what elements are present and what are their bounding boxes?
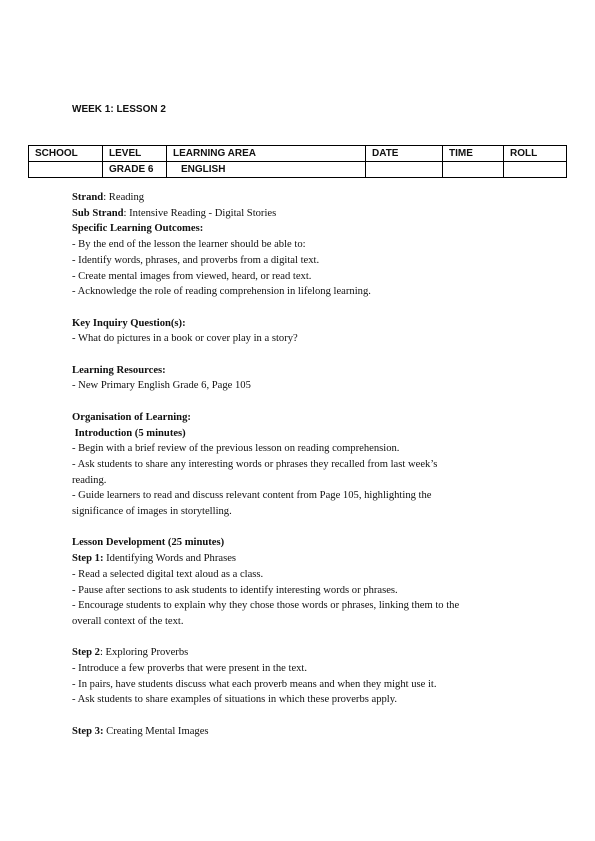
lesson-title: WEEK 1: LESSON 2 xyxy=(72,104,166,115)
table-row xyxy=(29,162,567,178)
sub-strand-value: : Intensive Reading - Digital Stories xyxy=(123,207,277,219)
header-school: SCHOOL xyxy=(29,146,103,162)
lesson-content xyxy=(72,190,532,740)
list-item: - Acknowledge the role of reading comprehension in lifelong learning. xyxy=(72,286,371,298)
header-time: TIME xyxy=(443,146,504,162)
list-item: - Ask students to share any interesting words or phrases they recalled from last week’s xyxy=(72,458,438,470)
step-3-line xyxy=(72,724,532,740)
list-item: - Ask students to share examples of situations in which these proverbs apply. xyxy=(72,694,398,706)
development-heading: Lesson Development (25 minutes) xyxy=(72,537,225,549)
cell-school xyxy=(29,162,103,178)
step-3-label: Step 3: xyxy=(72,725,104,737)
list-item: - By the end of the lesson the learner should be able to: xyxy=(72,239,306,251)
table-header-row xyxy=(29,146,567,162)
outcomes-heading: Specific Learning Outcomes: xyxy=(72,223,204,235)
header-level: LEVEL xyxy=(103,146,167,162)
list-item: overall context of the text. xyxy=(72,615,184,627)
header-roll: ROLL xyxy=(504,146,567,162)
strand-value: : Reading xyxy=(103,192,145,203)
cell-time xyxy=(443,162,504,178)
step-2-label: Step 2 xyxy=(72,647,100,659)
step-2-line xyxy=(72,645,532,661)
list-item: - Guide learners to read and discuss relevant content from Page 105, highlighting the xyxy=(72,490,432,502)
list-item: - Introduce a few proverbs that were present in the text. xyxy=(72,663,308,675)
organisation-heading: Organisation of Learning: xyxy=(72,411,191,423)
header-learning-area: LEARNING AREA xyxy=(167,146,366,162)
list-item: - In pairs, have students discuss what each proverb means and when they might use it. xyxy=(72,678,437,690)
list-item: - Create mental images from viewed, heard, or read text. xyxy=(72,270,312,282)
list-item: - What do pictures in a book or cover play in a story? xyxy=(72,333,298,345)
list-item: - Identify words, phrases, and proverbs from a digital text. xyxy=(72,254,320,266)
sub-strand-label: Sub Strand xyxy=(72,207,124,219)
step-2-title: : Exploring Proverbs xyxy=(99,647,189,659)
list-item: - New Primary English Grade 6, Page 105 xyxy=(72,380,251,392)
cell-level: GRADE 6 xyxy=(103,162,167,178)
step-1-label: Step 1: xyxy=(72,553,104,565)
resources-heading: Learning Resources: xyxy=(72,364,166,376)
step-3-title: Creating Mental Images xyxy=(103,725,209,737)
cell-roll xyxy=(504,162,567,178)
list-item: - Encourage students to explain why they chose those words or phrases, linking them to the xyxy=(72,600,460,612)
lesson-info-table xyxy=(28,145,567,178)
list-item: reading. xyxy=(72,474,107,486)
list-item: - Pause after sections to ask students to identify interesting words or phrases. xyxy=(72,584,398,596)
list-item: significance of images in storytelling. xyxy=(72,506,232,518)
strand-label: Strand xyxy=(72,192,104,203)
step-1-title: Identifying Words and Phrases xyxy=(103,553,237,565)
sub-strand-line xyxy=(72,206,532,222)
introduction-heading: Introduction (5 minutes) xyxy=(72,427,186,439)
cell-date xyxy=(366,162,443,178)
list-item: - Begin with a brief review of the previous lesson on reading comprehension. xyxy=(72,443,400,455)
strand-line xyxy=(72,190,532,206)
step-1-line xyxy=(72,551,532,567)
cell-learning-area: ENGLISH xyxy=(167,162,366,178)
list-item: - Read a selected digital text aloud as a class. xyxy=(72,568,264,580)
inquiry-heading: Key Inquiry Question(s): xyxy=(72,317,186,329)
header-date: DATE xyxy=(366,146,443,162)
